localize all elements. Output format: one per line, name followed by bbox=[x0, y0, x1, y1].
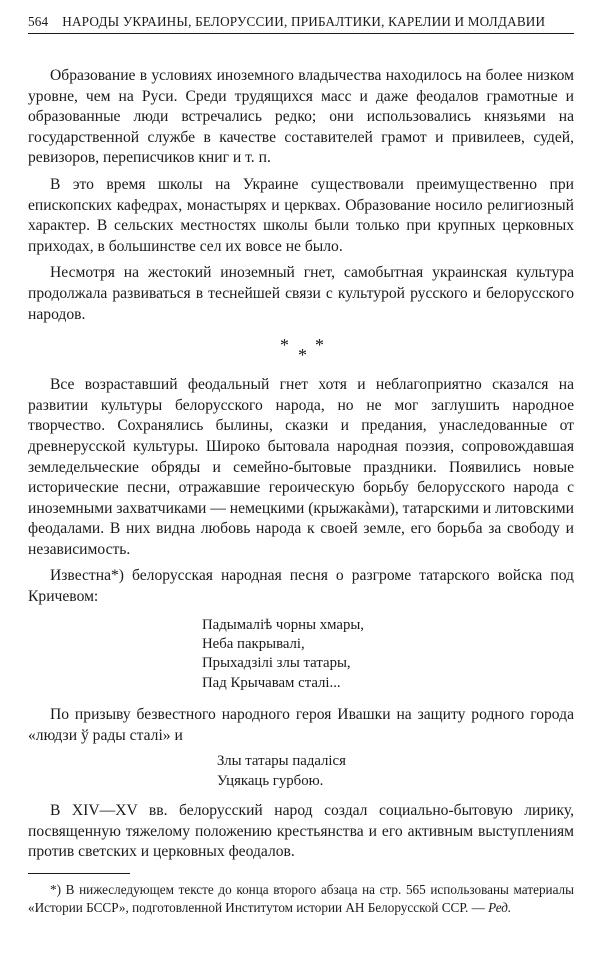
paragraph-ukrainian-culture: Несмотря на жестокий иноземный гнет, самобытная украинская культура продолжала развиваться в теснейшей связи с культурой русского и белорусского народов. bbox=[28, 264, 574, 323]
paragraph-song-intro: Известна*) белорусская народная песня о разгроме татарского войска под Кричевом: bbox=[28, 567, 574, 606]
footnote-editor-mark: Ред. bbox=[488, 899, 512, 915]
footnote-text: *) В нижеследующем тексте до конца второго абзаца на стр. 565 использованы материалы «Истории БССР», подготовленной Институтом истории АН Белорусской ССР. — bbox=[28, 882, 574, 915]
paragraph-ivashka: По призыву безвестного народного героя Ивашки на защиту родного города «людзи ў рады сталі» и bbox=[28, 706, 574, 744]
book-page bbox=[28, 14, 574, 916]
footnote-divider bbox=[28, 873, 130, 874]
verse-line: Падымаліѣ чорны хмары, bbox=[202, 616, 364, 633]
verse-quote bbox=[28, 616, 574, 694]
page-header bbox=[28, 14, 574, 34]
asterisk-mark: * bbox=[315, 335, 324, 356]
asterisk-mark: * bbox=[298, 345, 307, 366]
verse-line: Пад Крычавам сталі... bbox=[202, 674, 341, 691]
verse-quote-2 bbox=[28, 752, 574, 791]
verse-line: Прыхадзілі злы татары, bbox=[202, 655, 351, 672]
paragraph-education: Образование в условиях иноземного владычества находилось на более низком уровне, чем на Руси. Среди трудящихся масс и даже феодалов грамотные и образованные люди встречались редко; они использовались князьями на государственной службе в качестве составителей грамот и привилеев, судей, ревизоров, переписчиков книг и т. п. bbox=[28, 67, 574, 167]
asterisk-mark: * bbox=[280, 335, 289, 356]
verse-line: Неба пакрывалі, bbox=[202, 636, 305, 653]
paragraph-lyric-poetry: В XIV—XV вв. белорусский народ создал социально-бытовую лирику, посвященную тяжелому положению крестьянства и его активным выступлениям против светских и церковных феодалов. bbox=[28, 802, 574, 861]
page-number: 564 bbox=[28, 14, 49, 29]
section-divider-asterism bbox=[28, 331, 574, 375]
paragraph-belarusian-folklore: Все возраставший феодальный гнет хотя и неблагоприятно сказался на развитии культуры белорусского народа, но не мог заглушить народное творчество. Сохранялись былины, сказки и предания, унаследованные от древнерусской культуры. Широко бытовала народная поэзия, сопровождавшая земледельческие обряды и семейно-бытовые праздники. Появились новые исторические песни, отражавшие героическую борьбу белорусского народа с иноземными захватчиками — немецкими (крыжакàми), татарскими и литовскими феодалами. В них видна любовь народа к своей земле, его борьба за свободу и независимость. bbox=[28, 376, 574, 558]
verse-line: Уцякаць гурбою. bbox=[217, 772, 324, 789]
paragraph-schools: В это время школы на Украине существовали преимущественно при епископских кафедрах, монастырях и церквах. Образование носило религиозный характер. В сельских местностях школы были только при крупных церковных приходах, в большинстве сел их вовсе не было. bbox=[28, 175, 574, 255]
running-title: НАРОДЫ УКРАИНЫ, БЕЛОРУССИИ, ПРИБАЛТИКИ, КАРЕЛИИ И МОЛДАВИИ bbox=[62, 14, 546, 29]
page-body bbox=[28, 66, 574, 916]
verse-line: Злы татары падаліся bbox=[217, 753, 346, 770]
footnote bbox=[28, 881, 574, 916]
